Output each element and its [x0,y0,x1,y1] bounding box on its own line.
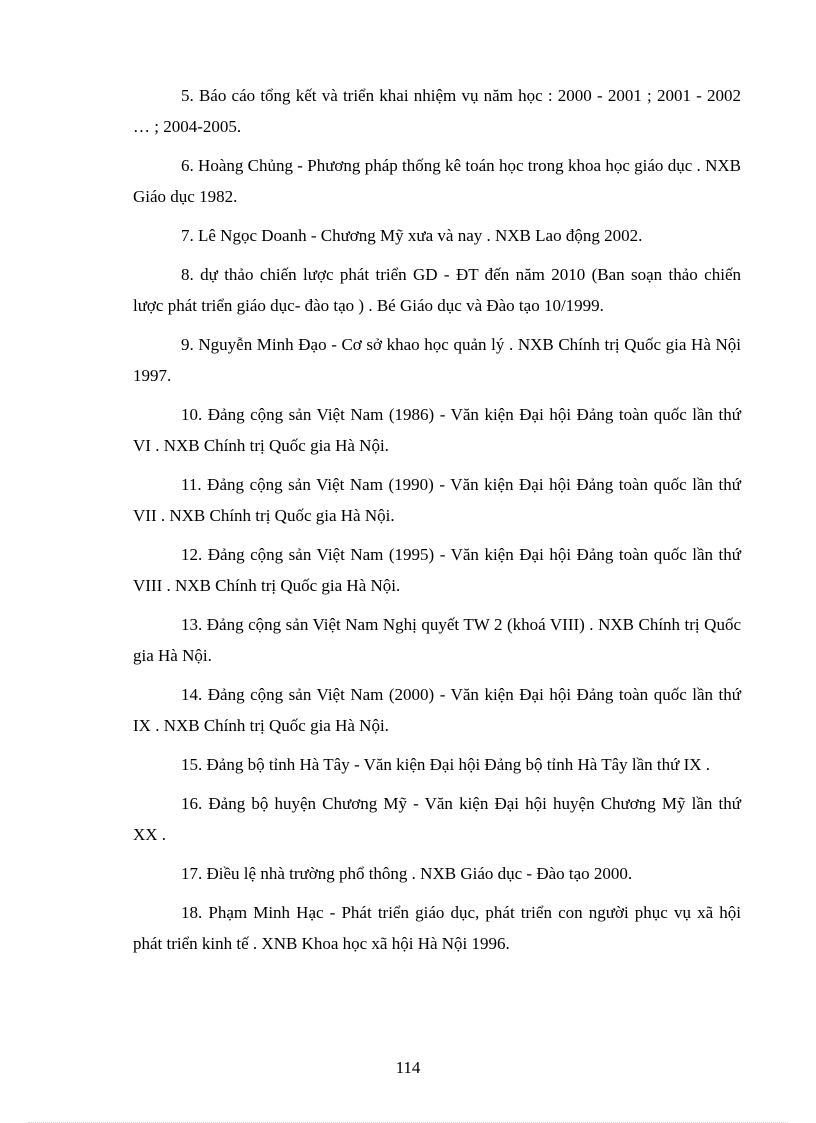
reference-item-16: 16. Đảng bộ huyện Chương Mỹ - Văn kiện Đại hội huyện Chương Mỹ lần thứ XX . [133,794,741,844]
reference-item-13: 13. Đảng cộng sản Việt Nam Nghị quyết TW 2 (khoá VIII) . NXB Chính trị Quốc gia Hà Nội. [133,615,741,665]
reference-item-12: 12. Đảng cộng sản Việt Nam (1995) - Văn kiện Đại hội Đảng toàn quốc lần thứ VIII . NXB Chính trị Quốc gia Hà Nội. [133,545,741,595]
reference-list [133,80,741,967]
reference-item-8: 8. dự thảo chiến lược phát triển GD - ĐT đến năm 2010 (Ban soạn thảo chiến lược phát triển giáo dục- đào tạo ) . Bé Giáo dục và Đào tạo 10/1999. [133,265,741,315]
reference-item-18: 18. Phạm Minh Hạc - Phát triển giáo dục, phát triển con người phục vụ xã hội phát triển kinh tế . XNB Khoa học xã hội Hà Nội 1996. [133,903,741,953]
reference-item-6: 6. Hoàng Chủng - Phương pháp thống kê toán học trong khoa học giáo dục . NXB Giáo dục 1982. [133,156,741,206]
reference-item-5: 5. Báo cáo tổng kết và triển khai nhiệm vụ năm học : 2000 - 2001 ; 2001 - 2002 … ; 2004-2005. [133,86,741,136]
reference-item-10: 10. Đảng cộng sản Việt Nam (1986) - Văn kiện Đại hội Đảng toàn quốc lần thứ VI . NXB Chính trị Quốc gia Hà Nội. [133,405,741,455]
reference-item-14: 14. Đảng cộng sản Việt Nam (2000) - Văn kiện Đại hội Đảng toàn quốc lần thứ IX . NXB Chính trị Quốc gia Hà Nội. [133,685,741,735]
reference-item-17: 17. Điều lệ nhà trường phổ thông . NXB Giáo dục - Đào tạo 2000. [181,864,633,883]
reference-item-9: 9. Nguyễn Minh Đạo - Cơ sở khao học quản lý . NXB Chính trị Quốc gia Hà Nội 1997. [133,335,741,385]
reference-item-7: 7. Lê Ngọc Doanh - Chương Mỹ xưa và nay . NXB Lao động 2002. [181,226,643,245]
reference-item-15: 15. Đảng bộ tỉnh Hà Tây - Văn kiện Đại hội Đảng bộ tỉnh Hà Tây lần thứ IX . [181,755,711,774]
reference-item-11: 11. Đảng cộng sản Việt Nam (1990) - Văn kiện Đại hội Đảng toàn quốc lần thứ VII . NXB Chính trị Quốc gia Hà Nội. [133,475,741,525]
page-number: 114 [395,1058,421,1077]
